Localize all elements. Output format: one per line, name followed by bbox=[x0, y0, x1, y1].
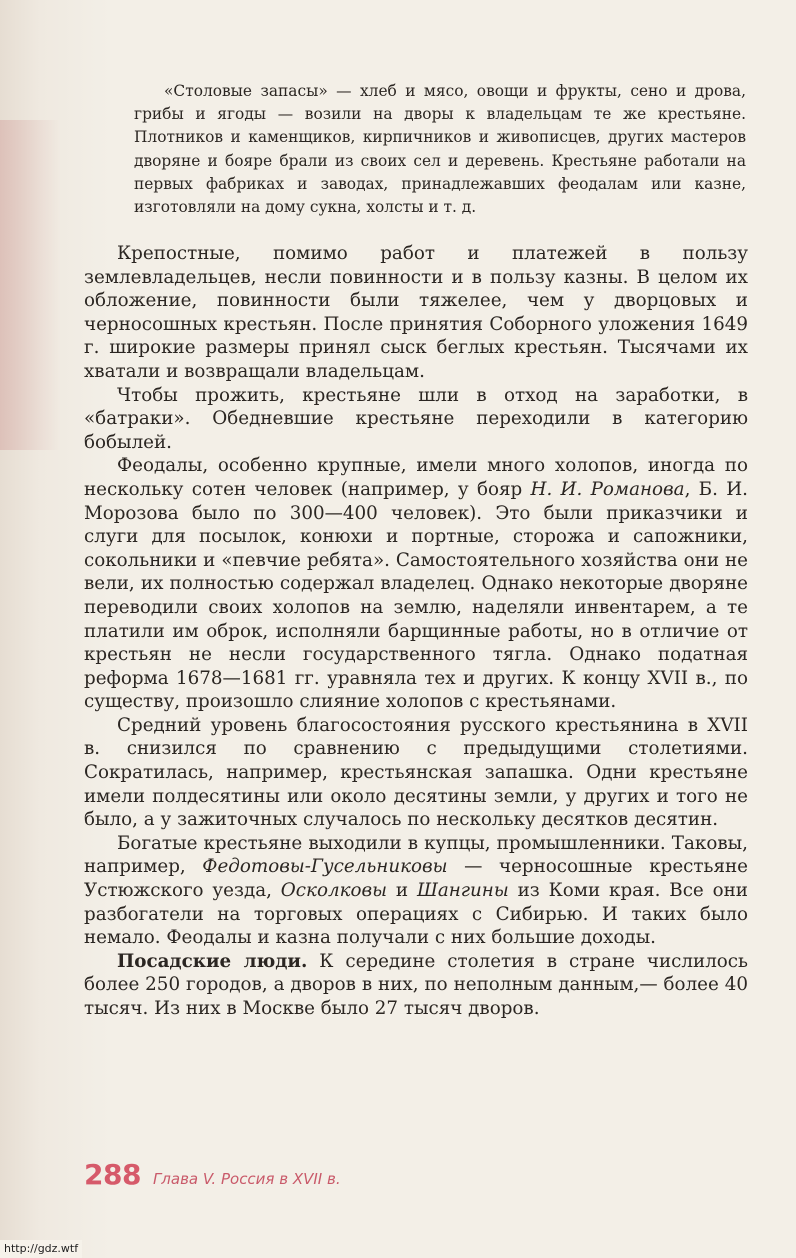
text-run: Богатые крестьяне выходили в купцы, промышленники. Таковы, например, bbox=[84, 832, 748, 878]
paragraph-welfare: Средний уровень благосостояния русского крестьянина в XVII в. снизился по сравнению с предыдущими столетиями. Сократилась, например, крестьянская запашка. Одни крестьяне имели полдесятины или около десятины земли, у других и того не было, а у зажиточных случалось по нескольку десятков десятин. bbox=[84, 714, 748, 831]
page-number: 288 bbox=[84, 1158, 141, 1191]
page-footer bbox=[84, 1158, 341, 1194]
watermark-link[interactable]: http://gdz.wtf bbox=[0, 1240, 82, 1258]
text-run: , Б. И. Морозова было по 300—400 человек). Это были приказчики и слуги для посылок, конюхи и портные, сторожа и сапожники, сокольники и «певчие ребята». Самостоятельного хозяйства они не вели, их полностью содержал владелец. Однако некоторые дворяне переводили своих холопов на землю, наделяли инвентарем, а те платили им оброк, исполняли барщинные работы, но в отличие от крестьян не несли государственного тягла. Однако податная реформа 1678—1681 гг. уравняла тех и других. К концу XVII в., по существу, произошло слияние холопов с крестьянами. bbox=[84, 478, 748, 713]
text-run: К середине столетия в стране числилось более 250 городов, а дворов в них, по неполным данным,— более 40 тысяч. Из них в Москве было 27 тысяч дворов. bbox=[84, 950, 749, 1019]
italic-name: Н. И. Романова bbox=[530, 478, 685, 500]
chapter-title: Глава V. Россия в XVII в. bbox=[152, 1170, 341, 1188]
italic-name: Шангины bbox=[416, 880, 509, 902]
text-run: — черносошные крестьяне Устюжского уезда, bbox=[84, 856, 748, 902]
text-run: и bbox=[387, 880, 417, 902]
paragraph-serfs: Крепостные, помимо работ и платежей в пользу землевладельцев, несли повинности и в пользу казны. В целом их обложение, повинности были тяжелее, чем у дворцовых и черносошных крестьян. После принятия Соборного уложения 1649 г. широкие размеры принял сыск беглых крестьян. Тысячами их хватали и возвращали владельцам. bbox=[84, 243, 748, 382]
text-run: из Коми края. Все они разбогатели на торговых операциях с Сибирью. И таких было немало. Феодалы и казна получали с них большие доходы. bbox=[84, 880, 748, 949]
margin-decoration bbox=[0, 120, 60, 450]
quote-paragraph: «Столовые запасы» — хлеб и мясо, овощи и фрукты, сено и дрова, грибы и ягоды — возили на дворы к владельцам те же крестьяне. Плотников и каменщиков, кирпичников и живописцев, других мастеров дворяне и бояре брали из своих сел и деревень. Крестьяне работали на первых фабриках и заводах, принадлежавших феодалам или казне, изготовляли на дому сукна, холсты и т. д. bbox=[134, 82, 746, 217]
italic-name: Федотовы-Гусельниковы bbox=[202, 856, 448, 878]
main-text bbox=[84, 242, 748, 1021]
paragraph-otkhod: Чтобы прожить, крестьяне шли в отход на заработки, в «батраки». Обедневшие крестьяне переходили в категорию бобылей. bbox=[84, 384, 748, 453]
italic-name: Осколковы bbox=[280, 880, 388, 902]
text-run: Феодалы, особенно крупные, имели много холопов, иногда по нескольку сотен человек (например, у бояр bbox=[84, 455, 748, 500]
paragraph-kholops bbox=[84, 454, 748, 714]
paragraph-posad bbox=[84, 950, 748, 1021]
paragraph-rich-peasants bbox=[84, 832, 748, 950]
section-heading: Посадские люди. bbox=[117, 950, 308, 972]
inset-quote-block bbox=[134, 80, 746, 219]
